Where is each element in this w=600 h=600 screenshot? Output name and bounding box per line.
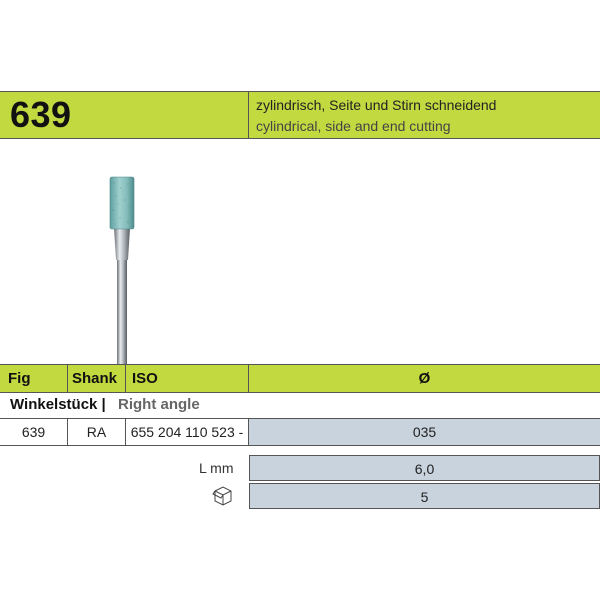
table-header — [0, 364, 600, 393]
section-label-english: Right angle — [118, 396, 200, 413]
column-divider — [125, 365, 126, 392]
section-row — [0, 392, 600, 419]
header-divider — [248, 92, 249, 138]
pack-quantity: 5 — [249, 483, 600, 509]
column-iso: ISO — [132, 370, 158, 387]
bur-illustration — [0, 138, 600, 364]
section-label-german: Winkelstück | — [10, 396, 106, 413]
column-shank: Shank — [72, 370, 118, 387]
cell-shank: RA — [86, 424, 107, 440]
cell-iso: 655 204 110 523 - — [130, 424, 244, 440]
box-icon — [211, 484, 235, 509]
cell-diameter: 035 — [249, 419, 600, 445]
description-german: zylindrisch, Seite und Stirn schneidend — [256, 97, 497, 113]
length-value: 6,0 — [249, 455, 600, 481]
product-number: 639 — [10, 94, 72, 135]
product-header — [0, 91, 600, 139]
cylindrical-bur-image — [0, 138, 600, 364]
table-row — [0, 419, 600, 446]
column-fig: Fig — [8, 370, 31, 387]
cell-fig: 639 — [21, 424, 46, 440]
description-english: cylindrical, side and end cutting — [256, 118, 451, 134]
column-divider — [67, 365, 68, 392]
length-label: L mm — [199, 460, 234, 476]
column-diameter: Ø — [418, 370, 431, 387]
